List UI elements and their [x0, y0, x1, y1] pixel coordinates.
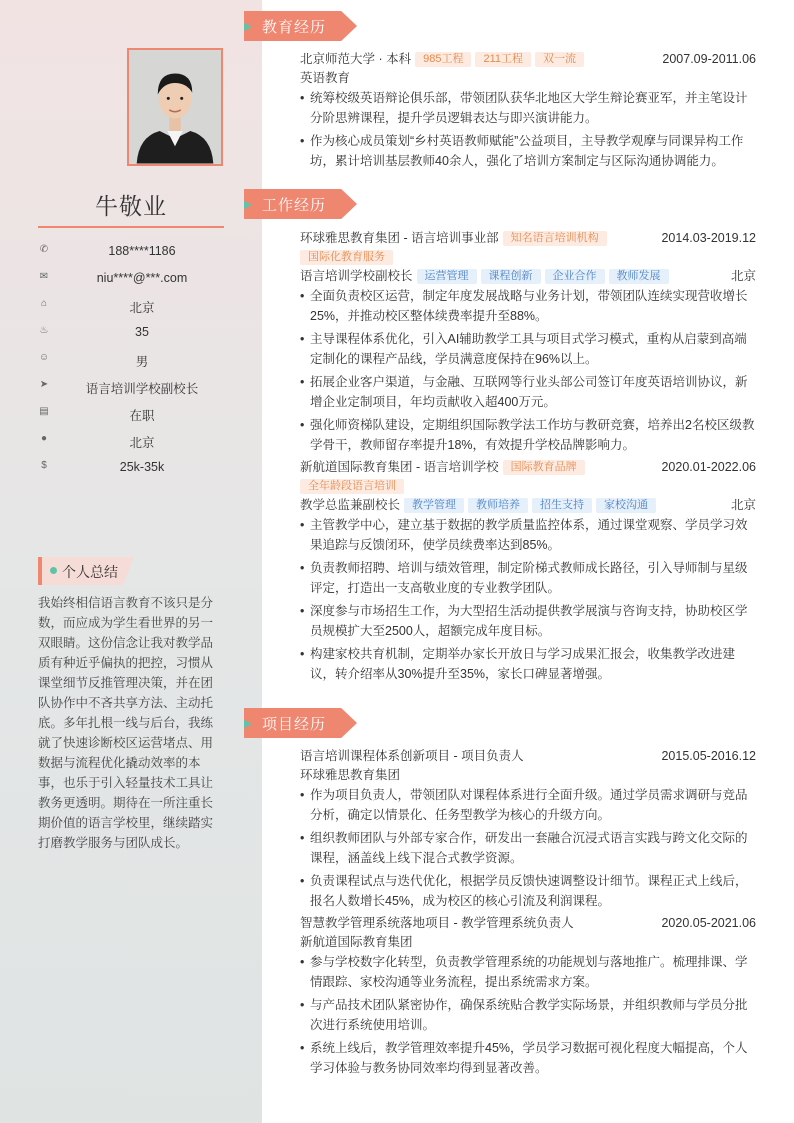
section-heading-work: 工作经历 — [244, 189, 357, 219]
company-tag: 国际化教育服务 — [300, 250, 393, 265]
triangle-icon — [244, 720, 252, 728]
major: 英语教育 — [300, 71, 351, 85]
role-title: 语言培训学校副校长 — [300, 269, 413, 283]
project-title: 智慧教学管理系统落地项目 - 教学管理系统负责人 — [300, 916, 574, 930]
school-tag: 985工程 — [415, 52, 471, 67]
work-entry-head — [300, 229, 756, 248]
education-date: 2007.09-2011.06 — [662, 52, 756, 66]
triangle-icon — [244, 23, 252, 31]
bullet-item: • 系统上线后，教学管理效率提升45%，学员学习数据可视化程度大幅提高，个人学习体验与教务协同效率均得到显著改善。 — [300, 1038, 756, 1078]
salary-icon: $ — [41, 460, 47, 471]
info-row — [38, 267, 224, 294]
project-entry — [300, 914, 756, 1078]
bullet-item: • 深度参与市场招生工作，为大型招生活动提供教学展演与咨询支持，协助校区学员规模扩大至2500人，超额完成年度目标。 — [300, 601, 756, 641]
project-date: 2020.05-2021.06 — [661, 916, 756, 930]
bullet-item: • 负责课程试点与迭代优化，根据学员反馈快速调整设计细节。课程正式上线后，报名人数增长45%，成为校区的核心引流及利润课程。 — [300, 871, 756, 911]
work-city: 北京 — [730, 498, 756, 512]
project-title: 语言培训课程体系创新项目 - 项目负责人 — [300, 749, 524, 763]
info-value: 25k-35k — [119, 460, 165, 474]
sidebar — [0, 0, 262, 1123]
role-row — [300, 496, 756, 515]
bullet-item: • 构建家校共育机制，定期举办家长开放日与学习成果汇报会，收集教学改进建议，转介绍率从30%提升至35%，家长口碑显著增强。 — [300, 644, 756, 684]
info-value: 在职 — [129, 409, 155, 423]
info-value: 188****1186 — [108, 244, 176, 258]
location-pin-icon: ● — [40, 433, 48, 444]
info-value: 语言培训学校副校长 — [85, 382, 199, 396]
role-tag: 课程创新 — [481, 269, 541, 284]
profile-photo — [127, 48, 223, 166]
name-divider — [38, 226, 224, 228]
bullet-item: • 统筹校级英语辩论俱乐部，带领团队获华北地区大学生辩论赛亚军，并主笔设计分阶思辨课程，提升学员逻辑表达与即兴演讲能力。 — [300, 88, 756, 128]
role-row — [300, 267, 756, 286]
company-tag-row — [300, 248, 756, 267]
work-entry-head — [300, 458, 756, 477]
bullet-item: • 拓展企业客户渠道，与金融、互联网等行业头部公司签订年度英语培训协议，新增企业定制项目，年均贡献收入超400万元。 — [300, 372, 756, 412]
work-entry — [300, 229, 756, 455]
info-row — [38, 429, 224, 456]
info-row — [38, 402, 224, 429]
project-date: 2015.05-2016.12 — [661, 749, 756, 763]
role-tag: 教师发展 — [609, 269, 669, 284]
company-name: 新航道国际教育集团 - 语言培训学校 — [300, 460, 499, 474]
dot-icon — [50, 567, 57, 574]
project-bullets — [300, 952, 756, 1078]
role-tag: 教学管理 — [404, 498, 464, 513]
summary-heading: 个人总结 — [38, 557, 134, 585]
section-heading-project: 项目经历 — [244, 708, 357, 738]
summary-text: 我始终相信语言教育不该只是分数，而应成为学生看世界的另一双眼睛。这份信念让我对教学品质有种近乎偏执的把控，习惯从课堂细节反推管理决策，并在团队协作中不吝共享方法、主动托底。多年扎根一线与后台，我练就了快速诊断校区运营堵点、用数据与流程优化撬动效率的本事，也乐于引入轻量技术工具让教务更透明。期待在一所注重长期价值的语言学校里，继续踏实打磨教学服务与团队成长。 — [38, 596, 214, 850]
work-entry — [300, 458, 756, 684]
education-entry — [300, 50, 756, 174]
bullet-item: • 全面负责校区运营，制定年度发展战略与业务计划，带领团队连续实现营收增长25%，并推动校区整体续费率提升至88%。 — [300, 286, 756, 326]
send-icon: ➤ — [39, 379, 49, 390]
school-tag: 211工程 — [475, 52, 531, 67]
school-tag: 双一流 — [535, 52, 584, 67]
gender-icon: ☺ — [38, 352, 50, 363]
project-org: 环球雅思教育集团 — [300, 768, 401, 782]
role-tag: 家校沟通 — [596, 498, 656, 513]
role-tag: 招生支持 — [532, 498, 592, 513]
role-tag: 教师培养 — [468, 498, 528, 513]
company-tag: 全年龄段语言培训 — [300, 479, 404, 494]
company-name: 环球雅思教育集团 - 语言培训事业部 — [300, 231, 499, 245]
triangle-icon — [244, 201, 252, 209]
info-row — [38, 348, 224, 375]
info-value: niu****@***.com — [96, 271, 188, 285]
bullet-item: • 主管教学中心，建立基于数据的教学质量监控体系，通过课堂观察、学员学习效果追踪与反馈闭环，使学员续费率达到85%。 — [300, 515, 756, 555]
work-list — [300, 229, 756, 687]
project-org: 新航道国际教育集团 — [300, 935, 413, 949]
info-value: 男 — [135, 355, 149, 369]
work-bullets — [300, 286, 756, 455]
project-entry — [300, 747, 756, 911]
role-title: 教学总监兼副校长 — [300, 498, 401, 512]
role-tag: 企业合作 — [545, 269, 605, 284]
briefcase-icon: ▤ — [39, 406, 49, 417]
birthday-cake-icon: ♨ — [39, 325, 49, 336]
info-row — [38, 294, 224, 321]
bullet-item: • 负责教师招聘、培训与绩效管理，制定阶梯式教师成长路径，引入导师制与星级评定，打造出一支高敬业度的专业教学团队。 — [300, 558, 756, 598]
info-value: 北京 — [129, 436, 155, 450]
company-tag: 国际教育品牌 — [503, 460, 585, 475]
project-list — [300, 747, 756, 1081]
info-row — [38, 321, 224, 348]
education-bullets — [300, 88, 756, 171]
work-city: 北京 — [730, 269, 756, 283]
project-entry-head — [300, 747, 756, 766]
home-icon: ⌂ — [40, 298, 48, 309]
section-heading-education: 教育经历 — [244, 11, 357, 41]
work-date: 2014.03-2019.12 — [661, 231, 756, 245]
bullet-item: • 参与学校数字化转型，负责教学管理系统的功能规划与落地推广。梳理排课、学情跟踪、家校沟通等业务流程，提出系统需求方案。 — [300, 952, 756, 992]
personal-info-list — [38, 240, 224, 483]
candidate-name: 牛敬业 — [95, 193, 167, 219]
portrait-image — [129, 50, 221, 164]
phone-icon: ✆ — [39, 244, 49, 255]
bullet-item: • 作为核心成员策划“乡村英语教师赋能”公益项目，主导教学观摩与同课异构工作坊，累计培训基层教师40余人，强化了培训方案制定与区际沟通协调能力。 — [300, 131, 756, 171]
bullet-item: • 与产品技术团队紧密协作，确保系统贴合教学实际场景，并组织教师与学员分批次进行系统使用培训。 — [300, 995, 756, 1035]
project-bullets — [300, 785, 756, 911]
work-date: 2020.01-2022.06 — [661, 460, 756, 474]
role-tag: 运营管理 — [417, 269, 477, 284]
bullet-item: • 组织教师团队与外部专家合作，研发出一套融合沉浸式语言实践与跨文化交际的课程，涵盖线上线下混合式教学资源。 — [300, 828, 756, 868]
work-bullets — [300, 515, 756, 684]
info-value: 北京 — [129, 301, 155, 315]
info-value: 35 — [135, 325, 149, 339]
company-tag: 知名语言培训机构 — [503, 231, 607, 246]
project-entry-head — [300, 914, 756, 933]
bullet-item: • 主导课程体系优化，引入AI辅助教学工具与项目式学习模式，重构从启蒙到高端定制化的课程产品线，学员满意度保持在96%以上。 — [300, 329, 756, 369]
mail-icon: ✉ — [39, 271, 49, 282]
bullet-item: • 强化师资梯队建设，定期组织国际教学法工作坊与教研竞赛，培养出2名校区级教学骨干，教师留存率提升18%，有效提升学校品牌影响力。 — [300, 415, 756, 455]
school-line: 北京师范大学 · 本科 — [300, 52, 412, 66]
info-row — [38, 456, 224, 483]
company-tag-row — [300, 477, 756, 496]
info-row — [38, 375, 224, 402]
bullet-item: • 作为项目负责人，带领团队对课程体系进行全面升级。通过学员需求调研与竞品分析，确定以情景化、任务型教学为核心的升级方向。 — [300, 785, 756, 825]
info-row — [38, 240, 224, 267]
